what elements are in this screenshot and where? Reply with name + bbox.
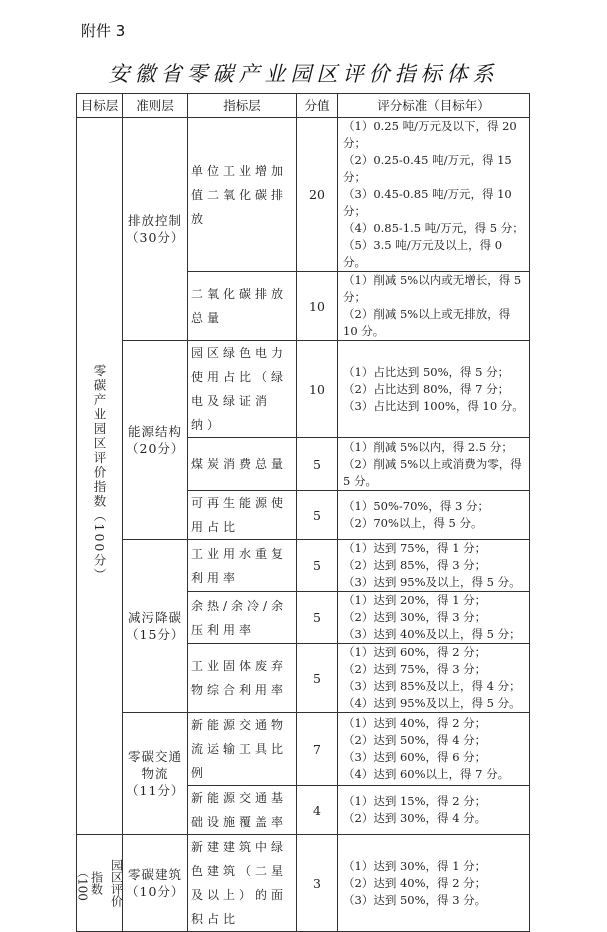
- target-layer-label: 零碳产业园区评价指数（100分）: [92, 364, 107, 583]
- criteria-cell: 能源结构（20分）: [123, 341, 188, 540]
- header-indicator: 指标层: [188, 94, 297, 118]
- standard-cell: [338, 118, 530, 272]
- criteria-cell: 零碳交通物流（11分）: [123, 713, 188, 835]
- score-cell: 5: [297, 491, 338, 540]
- standard-item: （2）达到 30%，得 3 分；: [343, 610, 487, 624]
- standard-cell: [338, 491, 530, 540]
- standard-item: （1）50%-70%，得 3 分；: [343, 499, 489, 513]
- standard-item: （2）占比达到 80%，得 7 分；: [343, 381, 510, 396]
- indicator-cell: 新建建筑中绿色建筑（二星及以上）的面积占比: [188, 835, 297, 932]
- header-standard: 评分标准（目标年）: [338, 94, 530, 118]
- standard-cell: [338, 540, 530, 592]
- standard-item: （2）达到 75%，得 3 分；: [343, 662, 487, 676]
- target-layer-cell: [77, 118, 123, 835]
- indicator-cell: 工业固体废弃物综合利用率: [188, 644, 297, 713]
- standard-item: （1）占比达到 50%，得 5 分；: [343, 364, 510, 379]
- standard-item: （3）0.45-0.85 吨/万元，得 10 分；: [343, 187, 512, 218]
- score-cell: 4: [297, 786, 338, 835]
- standard-item: （2）达到 50%，得 4 分；: [343, 733, 487, 747]
- table-row: [77, 713, 530, 786]
- table-row: [77, 540, 530, 592]
- standard-item: （3）达到 85%及以上，得 4 分；: [343, 679, 521, 693]
- score-cell: 10: [297, 272, 338, 341]
- standard-cell: [338, 713, 530, 786]
- score-cell: 3: [297, 835, 338, 932]
- standard-item: （5）3.5 吨/万元及以上，得 0 分。: [343, 238, 503, 269]
- standard-cell: [338, 272, 530, 341]
- indicator-cell: 园区绿色电力使用占比（绿电及绿证消纳）: [188, 341, 297, 438]
- evaluation-index-table: [76, 93, 530, 932]
- target-fragment-text: 园区评价: [109, 859, 124, 907]
- standard-item: （1）达到 20%，得 1 分；: [343, 593, 487, 607]
- standard-item: （2）70%以上，得 5 分。: [343, 516, 483, 530]
- standard-item: （3）达到 60%，得 6 分；: [343, 750, 487, 764]
- indicator-cell: 可再生能源使用占比: [188, 491, 297, 540]
- criteria-cell: 减污降碳（15分）: [123, 540, 188, 713]
- score-cell: 10: [297, 341, 338, 438]
- indicator-cell: 新能源交通基础设施覆盖率: [188, 786, 297, 835]
- standard-cell: [338, 786, 530, 835]
- criteria-cell: 排放控制（30分）: [123, 118, 188, 341]
- target-layer-fragment: [77, 835, 123, 932]
- indicator-cell: 新能源交通物流运输工具比例: [188, 713, 297, 786]
- table-row: [77, 341, 530, 438]
- standard-item: （3）达到 95%及以上，得 5 分。: [343, 575, 521, 589]
- score-cell: 5: [297, 644, 338, 713]
- standard-item: （1）0.25 吨/万元及以下，得 20 分；: [343, 119, 517, 150]
- standard-item: （2）达到 40%，得 2 分；: [343, 875, 487, 890]
- standard-cell: [338, 835, 530, 932]
- score-cell: 5: [297, 592, 338, 644]
- standard-item: （2）削减 5%以上或无排放，得 10 分。: [343, 307, 511, 338]
- table-row: [77, 835, 530, 932]
- standard-item: （2）削减 5%以上或消费为零，得 5 分。: [343, 456, 522, 488]
- standard-cell: [338, 644, 530, 713]
- indicator-cell: 单位工业增加值二氧化碳排放: [188, 118, 297, 272]
- standard-item: （1）达到 15%，得 2 分；: [343, 794, 487, 808]
- standard-item: （4）达到 95%及以上，得 5 分。: [343, 696, 521, 710]
- header-score: 分值: [297, 94, 338, 118]
- standard-item: （4）0.85-1.5 吨/万元，得 5 分；: [343, 221, 524, 235]
- standard-item: （1）达到 75%，得 1 分；: [343, 541, 487, 555]
- target-fragment-text: 指数（100: [75, 865, 104, 901]
- standard-item: （2）达到 30%，得 4 分。: [343, 811, 487, 825]
- table-header-row: [77, 94, 530, 118]
- standard-item: （4）达到 60%以上，得 7 分。: [343, 767, 510, 781]
- indicator-cell: 煤炭消费总量: [188, 438, 297, 491]
- page-title: 安徽省零碳产业园区评价指标体系: [108, 62, 499, 86]
- standard-item: （1）达到 60%，得 2 分；: [343, 645, 487, 659]
- standard-item: （2）达到 85%，得 3 分；: [343, 558, 487, 572]
- standard-cell: [338, 438, 530, 491]
- standard-item: （1）削减 5%以内或无增长，得 5 分；: [343, 273, 522, 304]
- indicator-cell: 余热/余冷/余压利用率: [188, 592, 297, 644]
- standard-item: （3）达到 40%及以上，得 5 分；: [343, 627, 521, 641]
- standard-cell: [338, 341, 530, 438]
- score-cell: 5: [297, 438, 338, 491]
- header-criteria: 准则层: [123, 94, 188, 118]
- standard-item: （2）0.25-0.45 吨/万元，得 15 分；: [343, 153, 512, 184]
- standard-item: （1）达到 40%，得 2 分；: [343, 716, 487, 730]
- score-cell: 20: [297, 118, 338, 272]
- header-target: 目标层: [77, 94, 123, 118]
- standard-item: （3）达到 50%，得 3 分。: [343, 892, 487, 907]
- standard-item: （1）达到 30%，得 1 分；: [343, 858, 487, 873]
- score-cell: 5: [297, 540, 338, 592]
- indicator-cell: 工业用水重复利用率: [188, 540, 297, 592]
- score-cell: 7: [297, 713, 338, 786]
- indicator-cell: 二氧化碳排放总量: [188, 272, 297, 341]
- standard-item: （1）削减 5%以内，得 2.5 分；: [343, 439, 513, 454]
- table-row: [77, 118, 530, 272]
- standard-cell: [338, 592, 530, 644]
- criteria-cell: 零碳建筑（10分）: [123, 835, 188, 932]
- annex-label: 附件 3: [81, 22, 126, 40]
- standard-item: （3）占比达到 100%，得 10 分。: [343, 398, 524, 413]
